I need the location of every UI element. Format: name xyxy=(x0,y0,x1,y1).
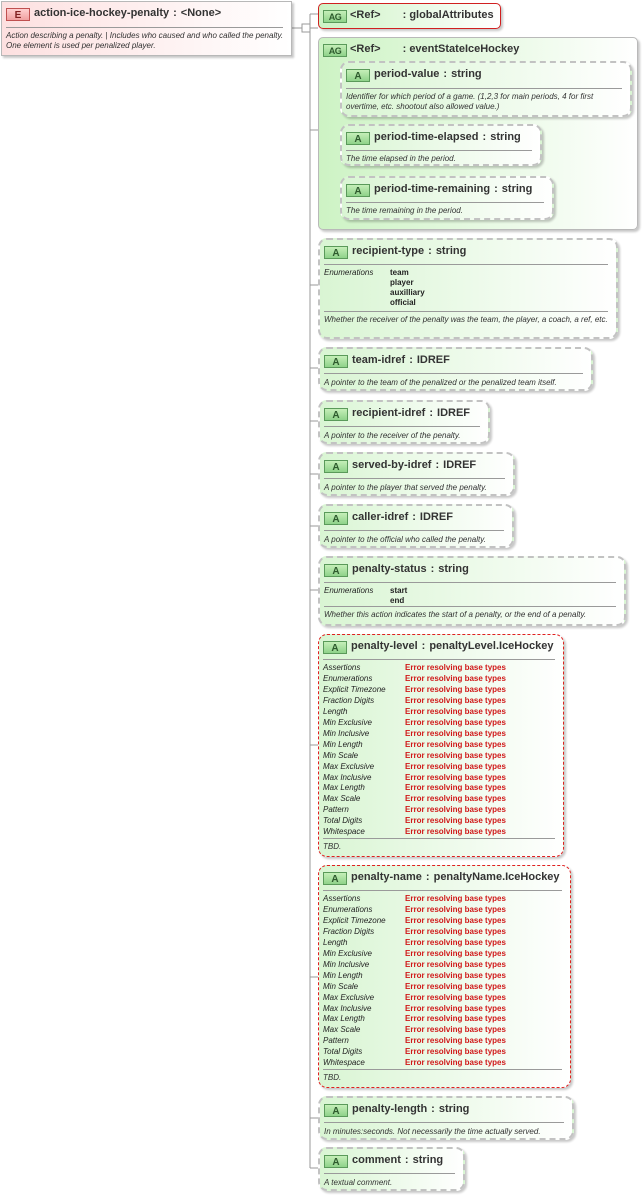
facet-row xyxy=(323,773,506,784)
facet-name: Length xyxy=(323,937,348,947)
facet-name: Min Exclusive xyxy=(323,717,372,727)
attribute-badge: A xyxy=(324,460,348,473)
divider xyxy=(324,1173,455,1174)
divider xyxy=(346,150,532,151)
ref-title: <Ref> : globalAttributes xyxy=(350,9,494,21)
ref-name: eventStateIceHockey xyxy=(409,43,520,55)
facet-row xyxy=(323,805,506,816)
attribute-title: period-value : string xyxy=(374,68,482,80)
facet-row xyxy=(323,674,506,685)
facet-name: Min Inclusive xyxy=(323,959,370,969)
enumeration-label: Enumerations xyxy=(324,586,374,595)
facet-name: Min Length xyxy=(323,739,363,749)
facet-row xyxy=(323,993,506,1004)
attribute-title: served-by-idref : IDREF xyxy=(352,459,477,471)
attribute-badge: A xyxy=(346,69,370,82)
attribute-description: Whether the receiver of the penalty was the team, the player, a coach, a ref, etc. xyxy=(324,315,608,324)
facet-error-value: Error resolving base types xyxy=(405,1058,506,1068)
attribute-badge: A xyxy=(324,1155,348,1168)
element-type: <None> xyxy=(180,7,222,19)
facet-row xyxy=(323,894,506,905)
divider xyxy=(346,88,622,89)
facet-name: Min Exclusive xyxy=(323,948,372,958)
facet-row xyxy=(323,707,506,718)
enumeration-list xyxy=(324,268,425,308)
attribute-period-time-remaining xyxy=(340,176,554,220)
facet-name: Whitespace xyxy=(323,1058,365,1068)
facet-row xyxy=(323,1025,506,1036)
facet-name: Fraction Digits xyxy=(323,695,375,705)
attribute-description: Whether this action indicates the start of a penalty, or the end of a penalty. xyxy=(324,610,587,619)
facet-name: Max Inclusive xyxy=(323,772,372,782)
attribute-description: The time remaining in the period. xyxy=(346,206,463,215)
divider xyxy=(323,838,555,839)
attribute-penalty-level xyxy=(318,634,564,857)
facet-name: Total Digits xyxy=(323,1047,363,1057)
facet-row xyxy=(323,762,506,773)
facet-error-value: Error resolving base types xyxy=(405,772,506,782)
element-description: Action describing a penalty. | Includes who caused and who called the penalty. One element is used per penalized player. xyxy=(6,31,284,50)
facet-row xyxy=(323,1036,506,1047)
divider xyxy=(323,1069,562,1070)
attribute-badge: A xyxy=(324,408,348,421)
facet-row xyxy=(323,696,506,707)
facet-row xyxy=(323,718,506,729)
facet-name: Pattern xyxy=(323,1036,349,1046)
enum-value: auxilliary xyxy=(390,288,425,297)
facet-error-value: Error resolving base types xyxy=(405,663,506,672)
facet-error-value: Error resolving base types xyxy=(405,1047,506,1057)
facet-error-value: Error resolving base types xyxy=(405,805,506,815)
facet-name: Pattern xyxy=(323,805,349,815)
facet-name: Max Scale xyxy=(323,794,361,804)
attribute-title: recipient-idref : IDREF xyxy=(352,407,471,419)
facet-error-value: Error resolving base types xyxy=(405,673,506,683)
attribute-penalty-name xyxy=(318,865,571,1088)
attribute-badge: A xyxy=(324,355,348,368)
attribute-description: TBD. xyxy=(323,1073,342,1082)
attribute-description: A pointer to the player that served the penalty. xyxy=(324,483,487,492)
facet-name: Max Scale xyxy=(323,1025,361,1035)
attribute-group-ref-event-state xyxy=(318,37,638,230)
facet-error-value: Error resolving base types xyxy=(405,1014,506,1024)
facet-error-value: Error resolving base types xyxy=(405,926,506,936)
attribute-description: A pointer to the official who called the penalty. xyxy=(324,535,486,544)
facet-name: Max Exclusive xyxy=(323,992,375,1002)
facet-error-value: Error resolving base types xyxy=(405,1025,506,1035)
facet-name: Min Scale xyxy=(323,750,359,760)
attribute-title: penalty-name : penaltyName.IceHockey xyxy=(351,871,560,883)
facet-row xyxy=(323,916,506,927)
ref-label: <Ref> xyxy=(350,43,381,55)
divider xyxy=(324,264,608,265)
attribute-title: comment : string xyxy=(352,1154,444,1166)
ref-name: globalAttributes xyxy=(409,9,494,21)
facet-name: Max Inclusive xyxy=(323,1003,372,1013)
attribute-description: The time elapsed in the period. xyxy=(346,154,456,163)
facet-error-value: Error resolving base types xyxy=(405,684,506,694)
facet-row xyxy=(323,1004,506,1015)
facet-row xyxy=(323,938,506,949)
attribute-title: period-time-remaining : string xyxy=(374,183,533,195)
divider xyxy=(324,1122,564,1123)
divider xyxy=(346,202,544,203)
divider xyxy=(324,373,583,374)
attribute-title: penalty-status : string xyxy=(352,563,469,575)
attribute-penalty-status xyxy=(318,556,626,626)
facet-error-value: Error resolving base types xyxy=(405,783,506,793)
attribute-description: In minutes:seconds. Not necessarily the time actually served. xyxy=(324,1127,541,1136)
facet-row xyxy=(323,1047,506,1058)
attribute-served-by-idref xyxy=(318,452,515,496)
facet-name: Max Exclusive xyxy=(323,761,375,771)
facet-error-value: Error resolving base types xyxy=(405,827,506,837)
facet-name: Max Length xyxy=(323,783,365,793)
facet-name: Max Length xyxy=(323,1014,365,1024)
facet-error-value: Error resolving base types xyxy=(405,728,506,738)
enum-value: team xyxy=(390,268,409,277)
enumeration-label: Enumerations xyxy=(324,268,374,277)
facet-row xyxy=(323,827,506,838)
attribute-caller-idref xyxy=(318,504,514,548)
enum-value: end xyxy=(390,596,405,605)
facet-name: Enumerations xyxy=(323,904,373,914)
facet-row xyxy=(323,927,506,938)
attribute-badge: A xyxy=(346,132,370,145)
facet-name: Explicit Timezone xyxy=(323,915,386,925)
facet-error-value: Error resolving base types xyxy=(405,970,506,980)
facet-list xyxy=(323,894,506,1069)
facet-name: Min Scale xyxy=(323,981,359,991)
facet-error-value: Error resolving base types xyxy=(405,1036,506,1046)
divider xyxy=(324,311,608,312)
attribute-title: period-time-elapsed : string xyxy=(374,131,521,143)
facet-row xyxy=(323,960,506,971)
attribute-description: A pointer to the receiver of the penalty. xyxy=(324,431,461,440)
enum-value: official xyxy=(390,298,416,307)
attribute-badge: A xyxy=(324,512,348,525)
divider xyxy=(324,426,480,427)
facet-error-value: Error resolving base types xyxy=(405,904,506,914)
facet-error-value: Error resolving base types xyxy=(405,992,506,1002)
facet-error-value: Error resolving base types xyxy=(405,1003,506,1013)
facet-name: Min Inclusive xyxy=(323,728,370,738)
facet-error-value: Error resolving base types xyxy=(405,894,506,903)
facet-error-value: Error resolving base types xyxy=(405,761,506,771)
facet-row xyxy=(323,751,506,762)
facet-error-value: Error resolving base types xyxy=(405,717,506,727)
element-box xyxy=(1,1,292,56)
divider xyxy=(323,890,562,891)
facet-list xyxy=(323,663,506,838)
attribute-group-badge: AG xyxy=(323,10,347,23)
facet-row xyxy=(323,982,506,993)
attribute-recipient-idref xyxy=(318,400,490,444)
facet-row xyxy=(323,1014,506,1025)
facet-row xyxy=(323,685,506,696)
facet-row xyxy=(323,816,506,827)
attribute-badge: A xyxy=(324,564,348,577)
facet-error-value: Error resolving base types xyxy=(405,915,506,925)
divider xyxy=(324,582,616,583)
facet-name: Assertions xyxy=(323,663,361,672)
attribute-description: Identifier for which period of a game. (1,2,3 for main periods, 4 for first overtime, etc. shootout also allowed value.) xyxy=(346,92,594,111)
attribute-badge: A xyxy=(324,246,348,259)
divider xyxy=(324,530,504,531)
attribute-badge: A xyxy=(323,641,347,654)
enumeration-list xyxy=(324,586,407,606)
divider xyxy=(323,659,555,660)
divider xyxy=(324,606,616,607)
divider xyxy=(6,27,283,28)
attribute-description: TBD. xyxy=(323,842,342,851)
attribute-description: A pointer to the team of the penalized or the penalized team itself. xyxy=(324,378,557,387)
attribute-title: caller-idref : IDREF xyxy=(352,511,453,523)
facet-row xyxy=(323,729,506,740)
facet-row xyxy=(323,1058,506,1069)
facet-name: Fraction Digits xyxy=(323,926,375,936)
attribute-title: penalty-level : penaltyLevel.IceHockey xyxy=(351,640,554,652)
facet-error-value: Error resolving base types xyxy=(405,959,506,969)
attribute-badge: A xyxy=(346,184,370,197)
facet-row xyxy=(323,905,506,916)
facet-error-value: Error resolving base types xyxy=(405,816,506,826)
facet-name: Length xyxy=(323,706,348,716)
enum-value: start xyxy=(390,586,408,595)
attribute-title: team-idref : IDREF xyxy=(352,354,450,366)
facet-row xyxy=(323,740,506,751)
attribute-badge: A xyxy=(323,872,347,885)
attribute-description: A textual comment. xyxy=(324,1178,393,1187)
ref-title: <Ref> : eventStateIceHockey xyxy=(350,43,520,55)
facet-error-value: Error resolving base types xyxy=(405,706,506,716)
attribute-title: recipient-type : string xyxy=(352,245,467,257)
facet-error-value: Error resolving base types xyxy=(405,948,506,958)
facet-name: Explicit Timezone xyxy=(323,684,386,694)
facet-error-value: Error resolving base types xyxy=(405,981,506,991)
attribute-group-ref-global xyxy=(318,3,501,29)
facet-error-value: Error resolving base types xyxy=(405,695,506,705)
element-name: action-ice-hockey-penalty xyxy=(34,7,170,19)
facet-row xyxy=(323,794,506,805)
facet-error-value: Error resolving base types xyxy=(405,739,506,749)
facet-error-value: Error resolving base types xyxy=(405,794,506,804)
attribute-period-value xyxy=(340,61,632,117)
attribute-penalty-length xyxy=(318,1096,574,1140)
divider xyxy=(324,478,505,479)
attribute-comment xyxy=(318,1147,465,1191)
facet-name: Total Digits xyxy=(323,816,363,826)
facet-row xyxy=(323,663,506,674)
attribute-recipient-type xyxy=(318,238,618,339)
facet-row xyxy=(323,971,506,982)
enum-value: player xyxy=(390,278,414,287)
attribute-group-badge: AG xyxy=(323,44,347,57)
attribute-period-time-elapsed xyxy=(340,124,542,166)
facet-error-value: Error resolving base types xyxy=(405,750,506,760)
attribute-badge: A xyxy=(324,1104,348,1117)
facet-name: Enumerations xyxy=(323,673,373,683)
attribute-title: penalty-length : string xyxy=(352,1103,470,1115)
element-badge: E xyxy=(6,8,30,21)
element-title: action-ice-hockey-penalty : <None> xyxy=(34,7,222,19)
facet-name: Min Length xyxy=(323,970,363,980)
attribute-team-idref xyxy=(318,347,593,391)
facet-row xyxy=(323,949,506,960)
ref-label: <Ref> xyxy=(350,9,381,21)
facet-name: Whitespace xyxy=(323,827,365,837)
facet-name: Assertions xyxy=(323,894,361,903)
facet-error-value: Error resolving base types xyxy=(405,937,506,947)
facet-row xyxy=(323,783,506,794)
